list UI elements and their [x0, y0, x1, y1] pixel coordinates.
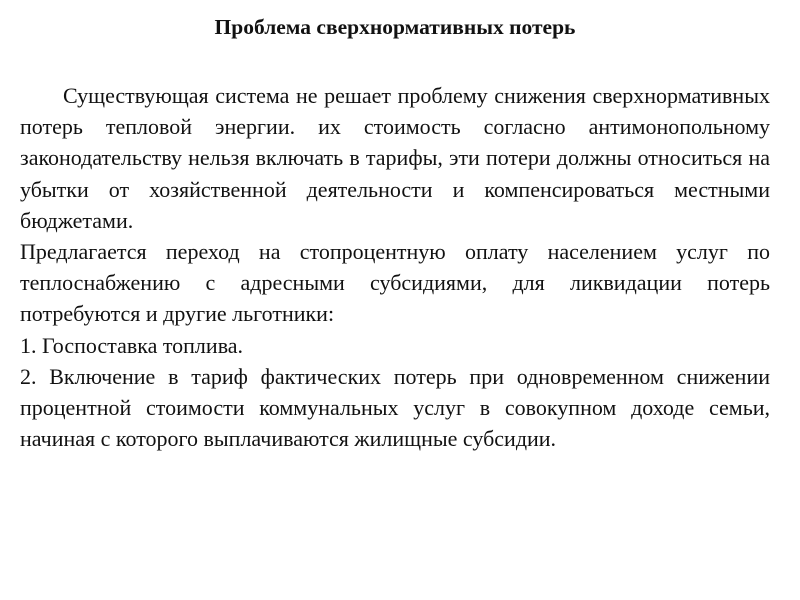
- list-item-tariff-losses: 2. Включение в тариф фактических потерь при одновременном снижении процентной стоимости коммунальных услуг в совокупном доходе семьи, начиная с которого выплачиваются жилищные субсидии.: [20, 363, 770, 452]
- page-title: Проблема сверхнормативных потерь: [214, 15, 576, 39]
- paragraph-existing-system: Существующая система не решает проблему снижения сверхнормативных потерь тепловой энергии. их стоимость согласно антимонопольному законодательству нельзя включать в тарифы, эти потери должны относиться на убытки от хозяйственной деятельности и компенсироваться местными бюджетами.: [20, 83, 770, 233]
- paragraph-proposal: Предлагается переход на стопроцентную оплату населением услуг по теплоснабжению с адресными субсидиями, для ликвидации потерь потребуются и другие льготники:: [20, 239, 770, 327]
- list-item-fuel-supply: 1. Госпоставка топлива.: [20, 332, 244, 358]
- body-text: [20, 80, 770, 454]
